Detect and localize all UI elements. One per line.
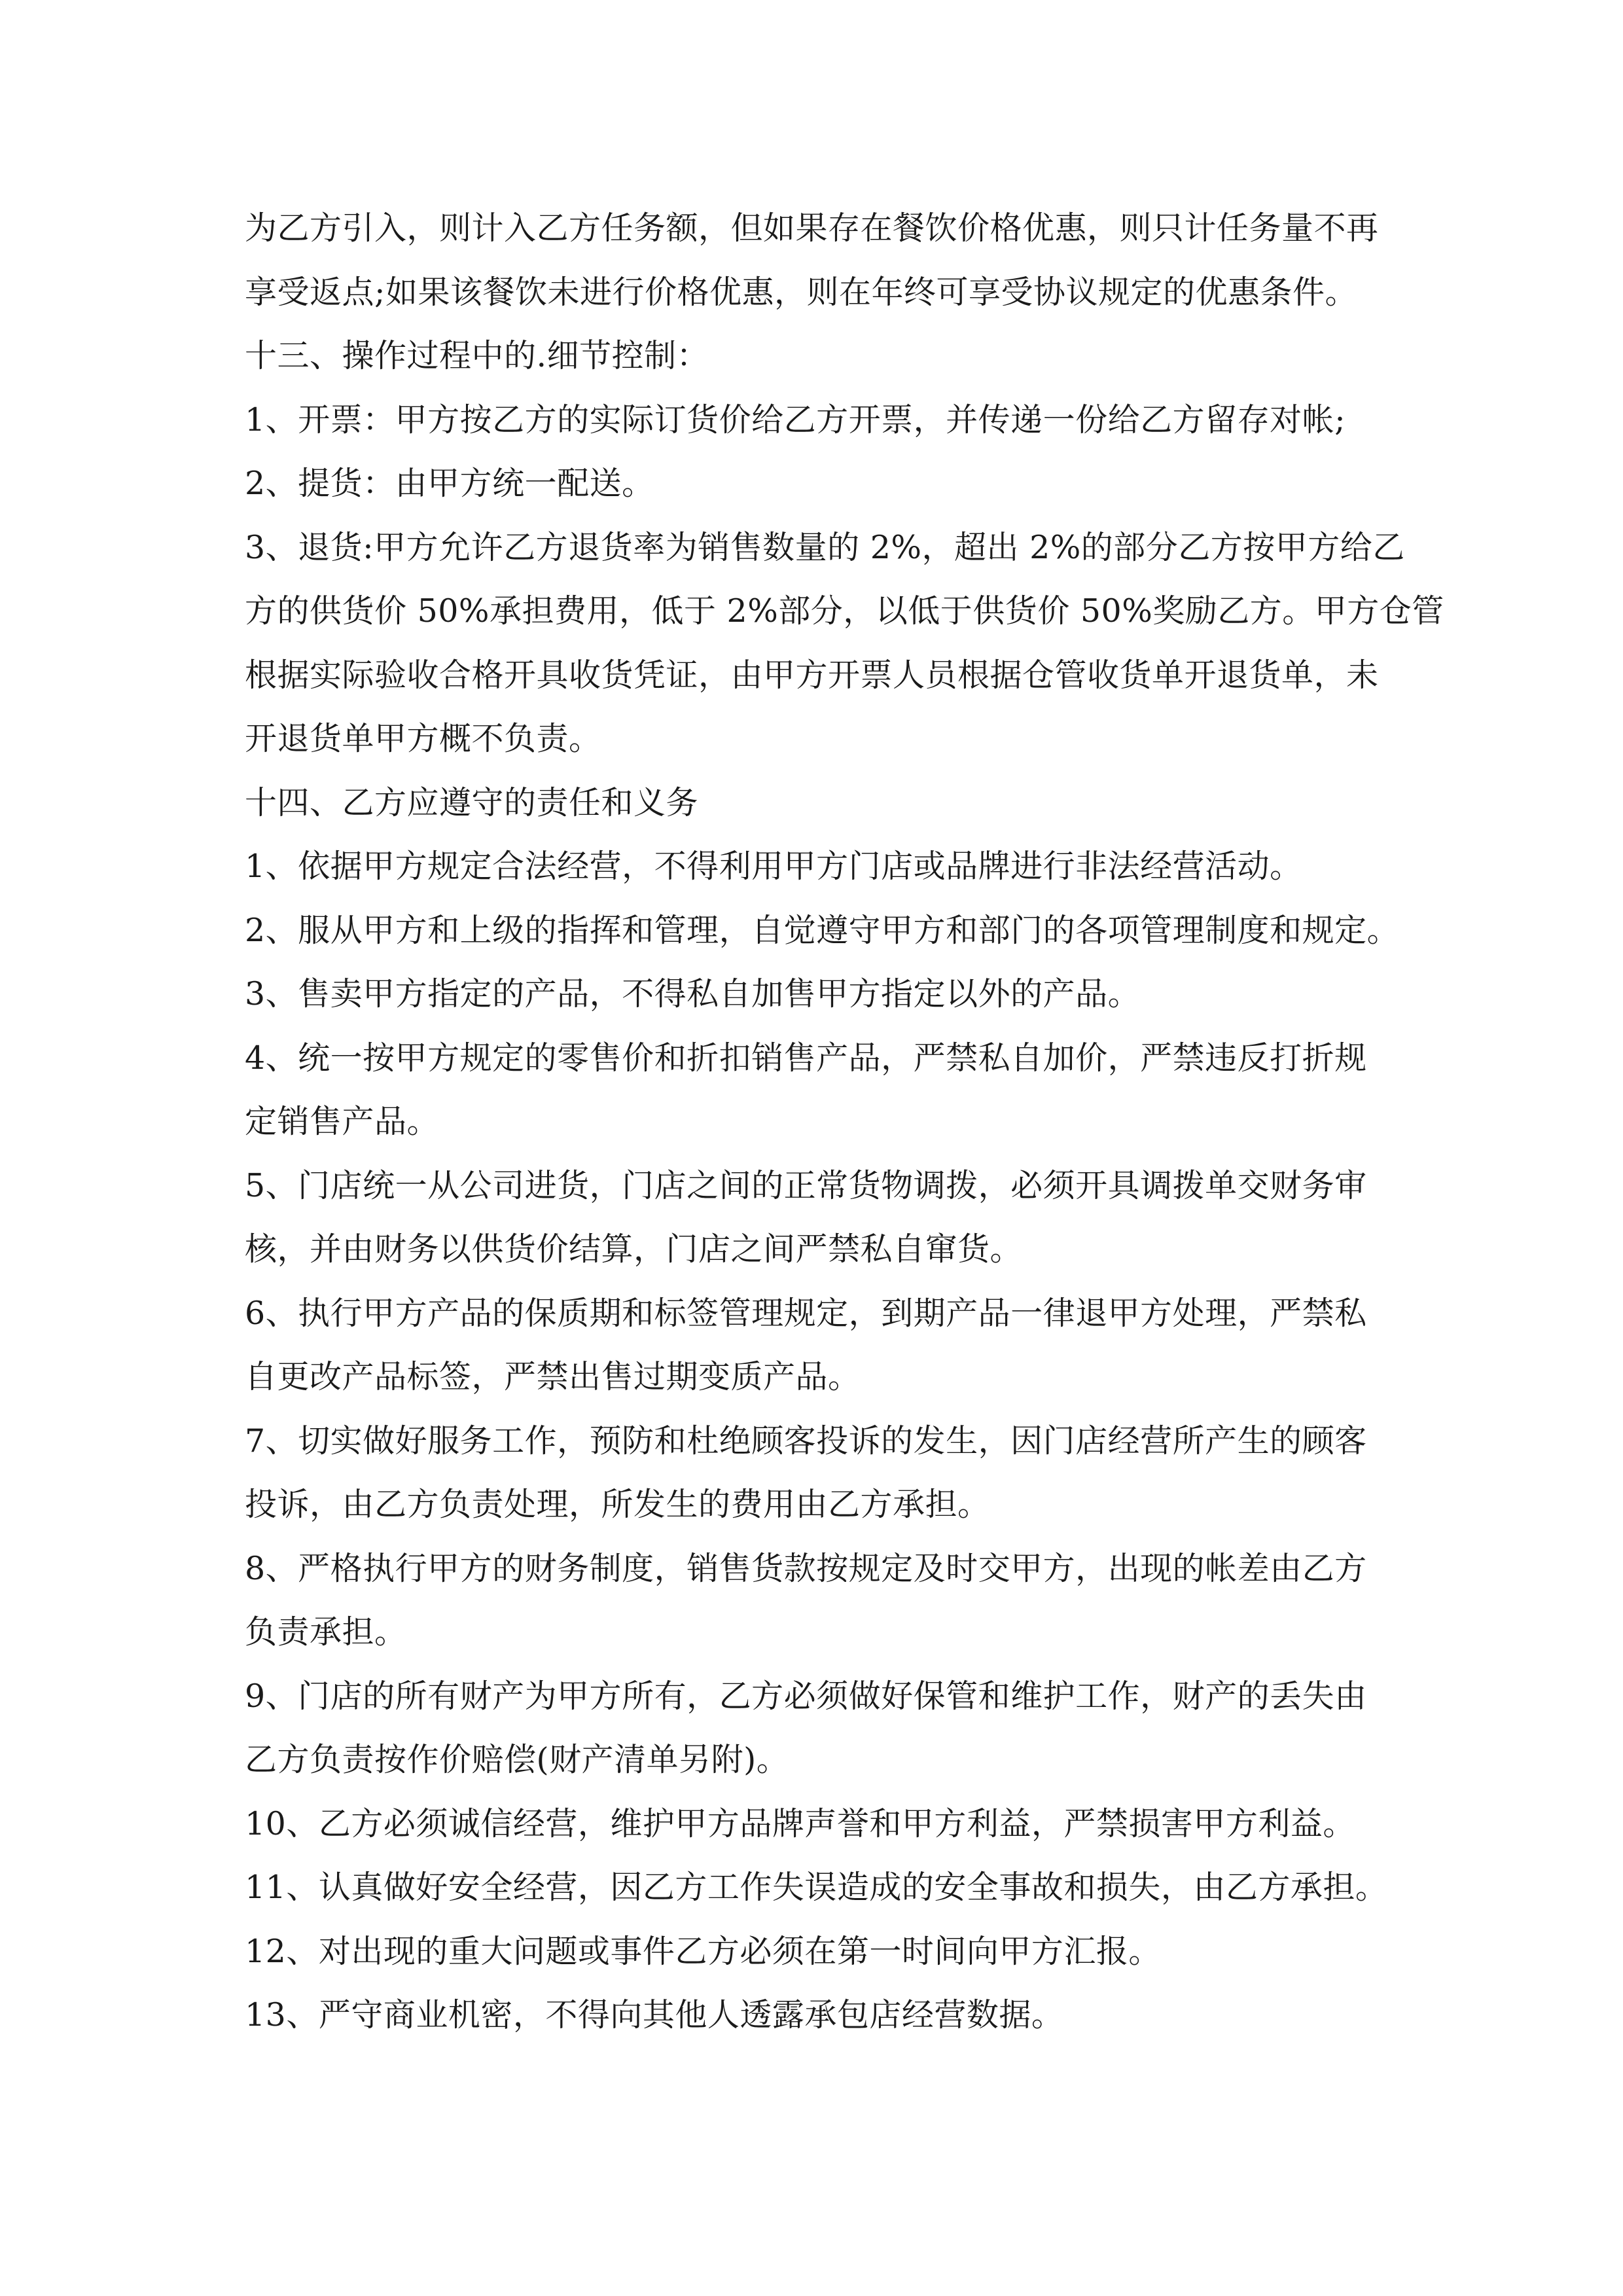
text-line: 乙方负责按作价赔偿(财产清单另附)。 [245, 1741, 789, 1778]
section-heading: 十三、操作过程中的.细节控制： [245, 337, 709, 374]
text-line: 方的供货价 50%承担费用，低于 2%部分，以低于供货价 50%奖励乙方。甲方仓管 [245, 592, 1444, 630]
text-line: 1、开票：甲方按乙方的实际订货价给乙方开票，并传递一份给乙方留存对帐; [245, 401, 1346, 439]
section-heading: 十四、乙方应遵守的责任和义务 [245, 783, 699, 821]
text-line: 为乙方引入，则计入乙方任务额，但如果存在餐饮价格优惠，则只计任务量不再 [245, 209, 1379, 247]
text-line: 2、服从甲方和上级的指挥和管理，自觉遵守甲方和部门的各项管理制度和规定。 [245, 911, 1400, 949]
text-line: 负责承担。 [245, 1613, 407, 1651]
text-line: 4、统一按甲方规定的零售价和折扣销售产品，严禁私自加价，严禁违反打折规 [245, 1039, 1367, 1077]
text-line: 享受返点;如果该餐饮未进行价格优惠，则在年终可享受协议规定的优惠条件。 [245, 273, 1358, 311]
text-line: 12、对出现的重大问题或事件乙方必须在第一时间向甲方汇报。 [245, 1932, 1161, 1970]
text-line: 10、乙方必须诚信经营，维护甲方品牌声誉和甲方利益，严禁损害甲方利益。 [245, 1804, 1355, 1842]
document-body [245, 196, 1444, 2047]
text-line: 定销售产品。 [245, 1103, 440, 1140]
text-line: 13、严守商业机密，不得向其他人透露承包店经营数据。 [245, 1996, 1064, 2034]
text-line: 7、切实做好服务工作，预防和杜绝顾客投诉的发生，因门店经营所产生的顾客 [245, 1422, 1367, 1460]
text-line: 投诉，由乙方负责处理，所发生的费用由乙方承担。 [245, 1486, 990, 1523]
text-line: 自更改产品标签，严禁出售过期变质产品。 [245, 1358, 861, 1395]
text-line: 8、严格执行甲方的财务制度，销售货款按规定及时交甲方，出现的帐差由乙方 [245, 1549, 1367, 1587]
text-line: 2、提货：由甲方统一配送。 [245, 465, 654, 502]
text-line: 3、售卖甲方指定的产品，不得私自加售甲方指定以外的产品。 [245, 975, 1141, 1013]
text-line: 3、退货:甲方允许乙方退货率为销售数量的 2%，超出 2%的部分乙方按甲方给乙 [245, 528, 1405, 566]
text-line: 9、门店的所有财产为甲方所有，乙方必须做好保管和维护工作，财产的丢失由 [245, 1677, 1367, 1715]
text-line: 1、依据甲方规定合法经营，不得利用甲方门店或品牌进行非法经营活动。 [245, 848, 1302, 885]
text-line: 开退货单甲方概不负责。 [245, 720, 601, 757]
text-line: 5、门店统一从公司进货，门店之间的正常货物调拨，必须开具调拨单交财务审 [245, 1166, 1367, 1204]
text-line: 核，并由财务以供货价结算，门店之间严禁私自窜货。 [245, 1230, 1023, 1268]
text-line: 根据实际验收合格开具收货凭证，由甲方开票人员根据仓管收货单开退货单，未 [245, 656, 1379, 694]
text-line: 6、执行甲方产品的保质期和标签管理规定，到期产品一律退甲方处理，严禁私 [245, 1294, 1367, 1332]
text-line: 11、认真做好安全经营，因乙方工作失误造成的安全事故和损失，由乙方承担。 [245, 1869, 1388, 1906]
